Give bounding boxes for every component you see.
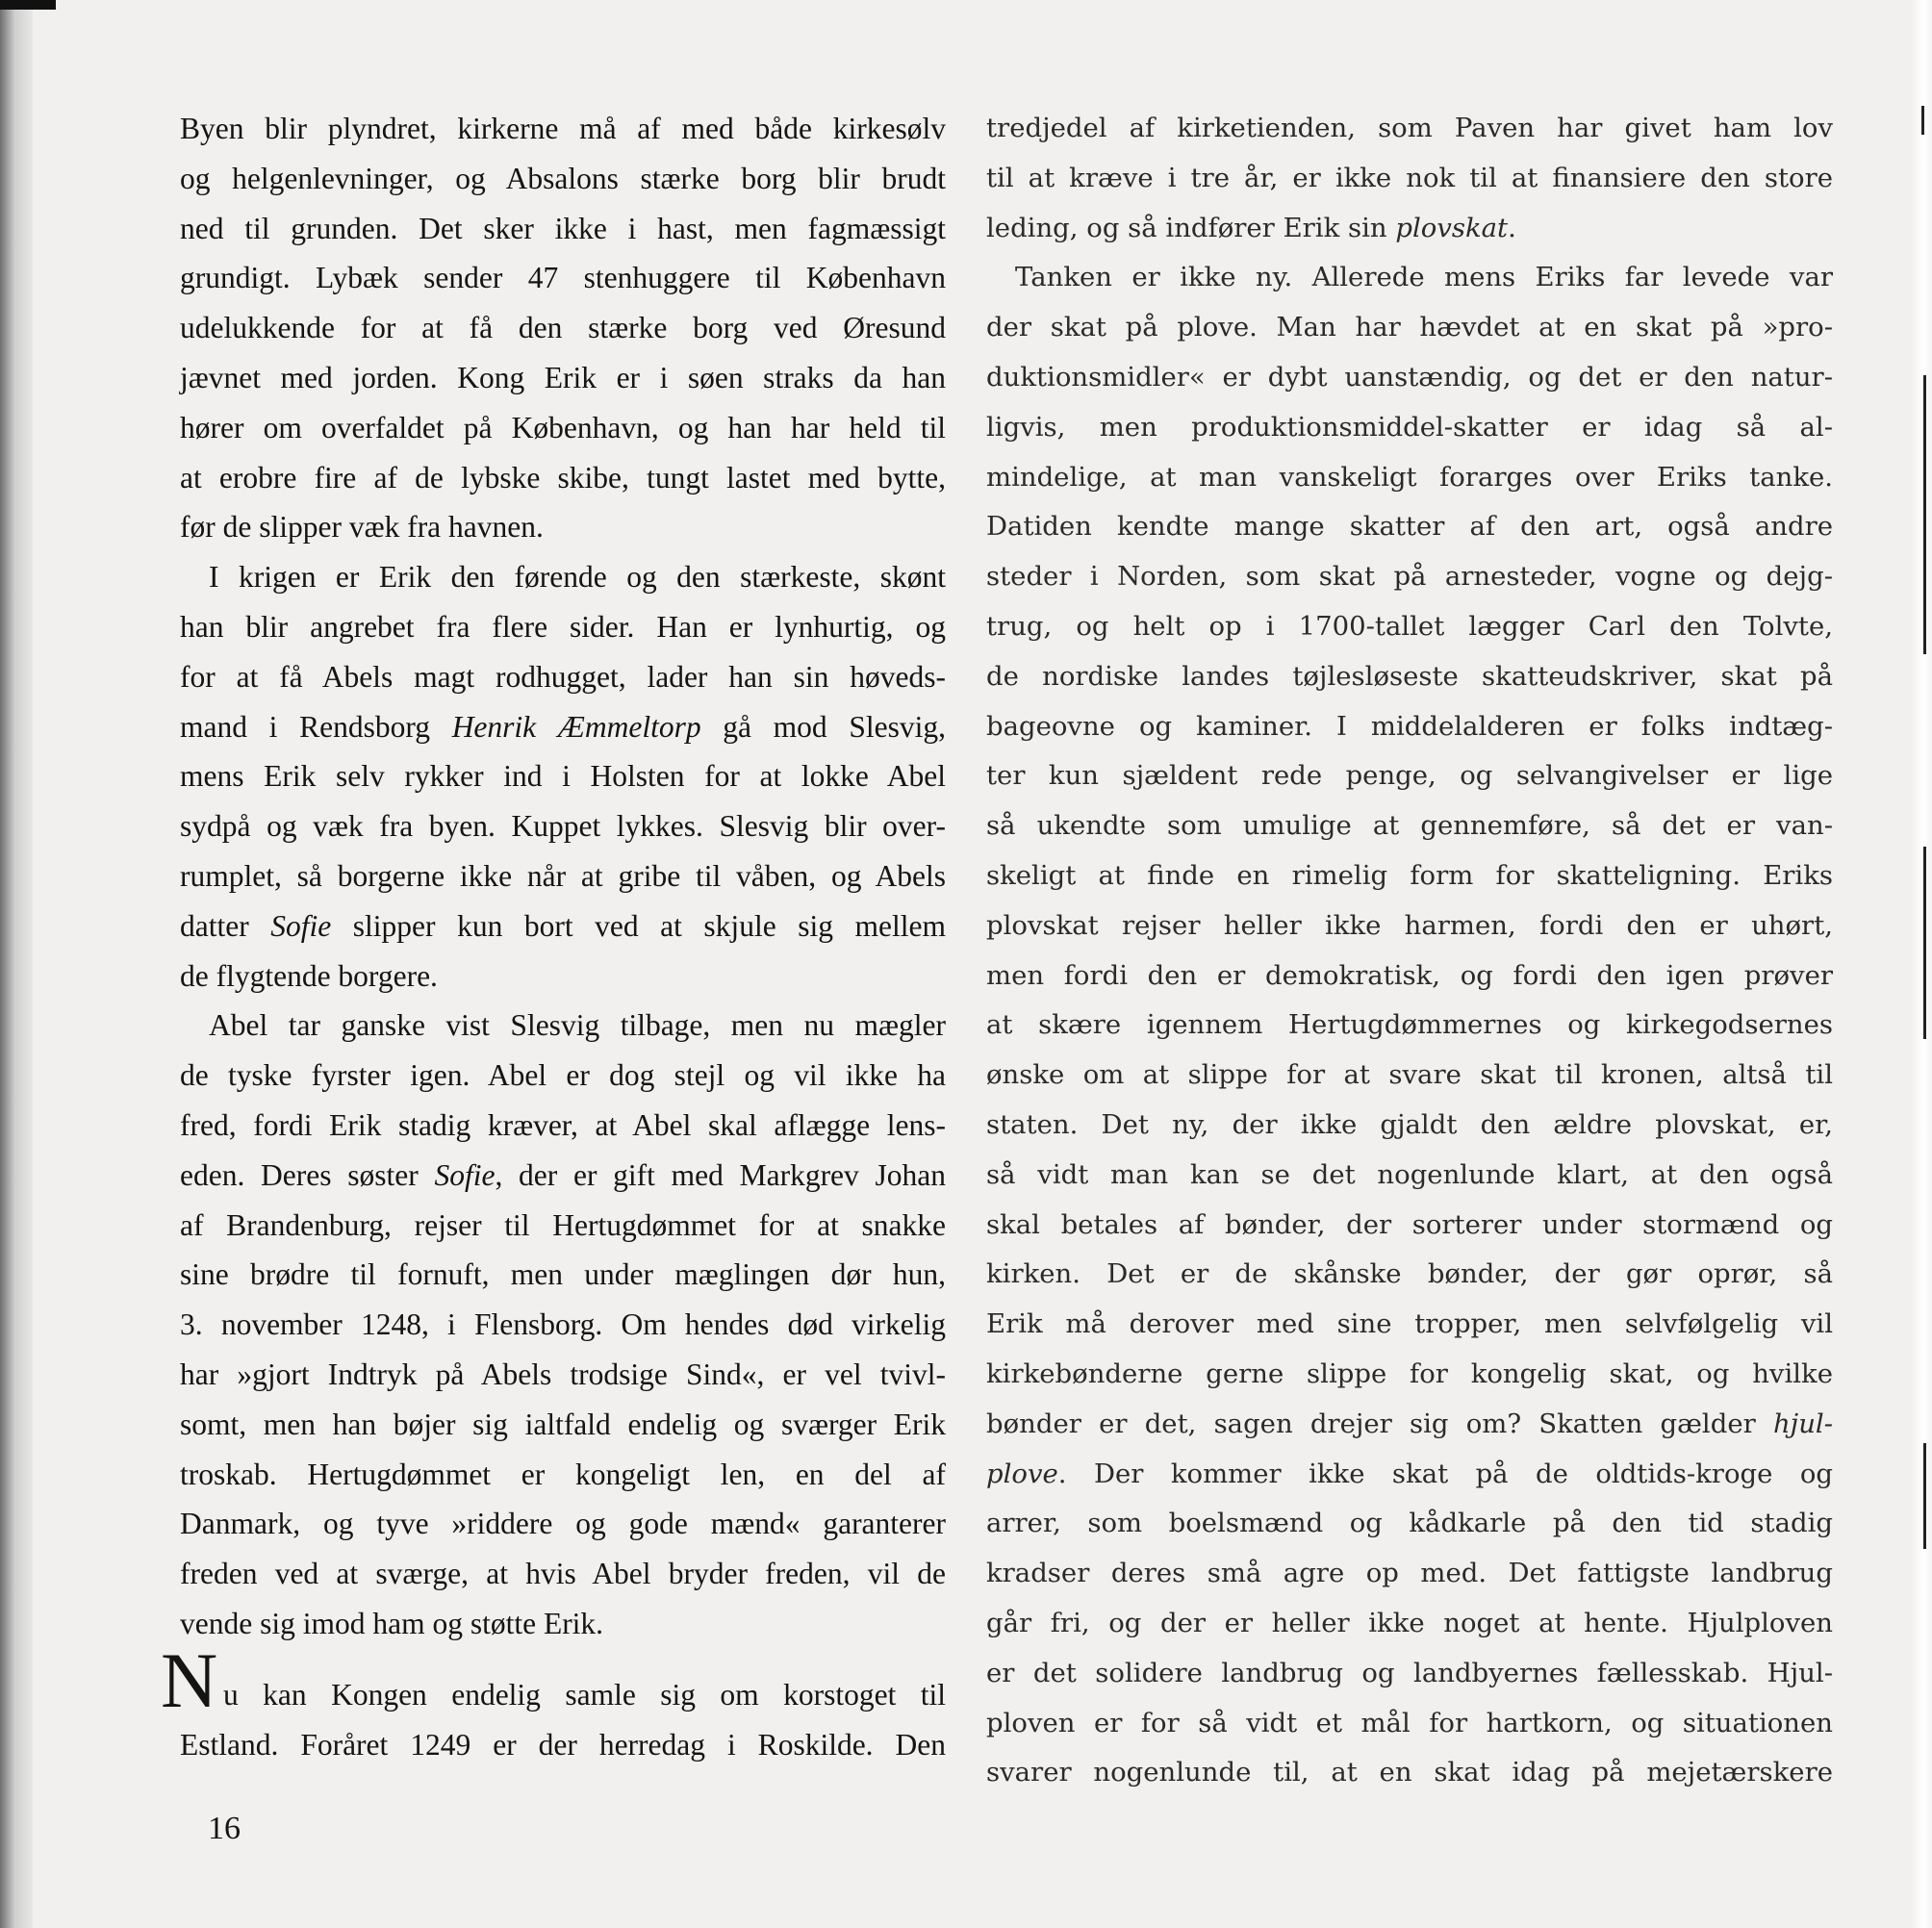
text-line: der skat på plove. Man har hævdet at en skat på »pro- <box>986 312 1833 343</box>
text-line: ploven er for så vidt et mål for hartkorn, og situationen <box>986 1707 1833 1738</box>
text-line: at erobre fire af de lybske skibe, tungt lastet med bytte, <box>180 460 946 495</box>
text-line: før de slipper væk fra havnen. <box>180 510 544 545</box>
text-line: tredjedel af kirketienden, som Paven har givet ham lov <box>986 113 1833 143</box>
text-line <box>180 901 946 951</box>
text-line: Danmark, og tyve »riddere og gode mænd« garanterer <box>180 1507 946 1541</box>
paragraph <box>180 1001 946 1648</box>
text-line: grundigt. Lybæk sender 47 stenhuggere til København <box>180 261 946 295</box>
term: plove <box>986 1458 1058 1489</box>
text-line: mens Erik selv rykker ind i Holsten for at lokke Abel <box>180 759 946 794</box>
right-column <box>986 104 1833 1798</box>
text-line: de tyske fyrster igen. Abel er dog stejl og vil ikke ha <box>180 1058 946 1093</box>
text-line: går fri, og der er heller ikke noget at hente. Hjulploven <box>986 1607 1833 1638</box>
text-line <box>986 204 1833 254</box>
text-line: ter kun sjældent rede penge, og selvangivelser er lige <box>986 760 1833 792</box>
text-line: Erik må derover med sine tropper, men selvfølgelig vil <box>986 1308 1833 1340</box>
text-line: 3. november 1248, i Flensborg. Om hendes død virkelig <box>180 1307 946 1342</box>
left-column <box>161 104 946 1769</box>
text-line: er det solidere landbrug og landbyernes fællesskab. Hjul- <box>986 1657 1833 1688</box>
text-line: ligvis, men produktionsmiddel-skatter er idag så al- <box>986 411 1833 443</box>
paragraph <box>986 104 1833 253</box>
text-line: kirken. Det er de skånske bønder, der gør oprør, så <box>986 1258 1833 1290</box>
text-line <box>986 1400 1833 1450</box>
text-line: han blir angrebet fra flere sider. Han er lynhurtig, og <box>180 609 946 644</box>
text-line: troskab. Hertugdømmet er kongeligt len, en del af <box>180 1457 946 1491</box>
text-line: for at få Abels magt rodhugget, lader han sin høveds- <box>180 659 946 694</box>
text-line: de nordiske landes tøjlesløseste skatteudskriver, skat på <box>986 660 1833 692</box>
text-line: hører om overfaldet på København, og han har held til <box>180 410 946 444</box>
term: plovskat <box>1395 212 1509 243</box>
paragraph <box>180 104 946 552</box>
text-line: freden ved at sværge, at hvis Abel bryder freden, vil de <box>180 1557 946 1591</box>
text-line: svarer nogenlunde til, at en skat idag på mejetærskere <box>986 1757 1833 1788</box>
text-line: udelukkende for at få den stærke borg ved Øresund <box>180 311 946 345</box>
page-edge <box>1911 0 1932 1928</box>
text-line: trug, og helt op i 1700-tallet lægger Carl den Tolvte, <box>986 610 1833 642</box>
edge-mark <box>1923 375 1926 654</box>
text-line: og helgenlevninger, og Absalons stærke borg blir brudt <box>180 161 946 195</box>
text-line: Estland. Foråret 1249 er der herredag i Roskilde. Den <box>180 1727 946 1762</box>
text-segment: mand i Rendsborg <box>180 709 452 744</box>
edge-mark <box>1923 1443 1926 1549</box>
text-line: staten. Det ny, der ikke gjaldt den ældre plovskat, er, <box>986 1108 1833 1140</box>
text-line <box>180 1151 946 1201</box>
text-line: Datiden kendte mange skatter af den art, også andre <box>986 511 1833 543</box>
text-line: kirkebønderne gerne slippe for kongelig skat, og hvilke <box>986 1357 1833 1389</box>
text-segment: datter <box>180 908 271 943</box>
text-line: jævnet med jorden. Kong Erik er i søen straks da han <box>180 360 946 394</box>
person-name: Sofie <box>270 908 332 943</box>
text-line: ned til grunden. Det sker ikke i hast, men fagmæssigt <box>180 211 946 245</box>
text-line: u kan Kongen endelig samle sig om korstoget til <box>223 1677 946 1712</box>
text-line: sine brødre til fornuft, men under mæglingen dør hun, <box>180 1257 946 1292</box>
text-line: steder i Norden, som skat på arnesteder, vogne og dejg- <box>986 561 1833 593</box>
text-line: Abel tar ganske vist Slesvig tilbage, men nu mægler <box>209 1008 946 1043</box>
paragraph <box>986 253 1833 1798</box>
text-line: de flygtende borgere. <box>180 958 438 993</box>
text-line: til at kræve i tre år, er ikke nok til at finansiere den store <box>986 162 1833 193</box>
text-line: bageovne og kaminer. I middelalderen er folks indtæg- <box>986 710 1833 742</box>
text-line: at skære igennem Hertugdømmernes og kirkegodsernes <box>986 1009 1833 1041</box>
text-segment: bønder er det, sagen drejer sig om? Skatten gælder <box>986 1408 1773 1439</box>
text-line: men fordi den er demokratisk, og fordi den igen prøver <box>986 959 1833 991</box>
paragraph-dropcap <box>161 1636 946 1770</box>
text-line: vende sig imod ham og støtte Erik. <box>180 1606 604 1640</box>
text-line: ønske om at slippe for at svare skat til kronen, altså til <box>986 1059 1833 1091</box>
text-line: somt, men han bøjer sig ialtfald endelig og sværger Erik <box>180 1407 946 1441</box>
text-line: rumplet, så borgerne ikke når at gribe til våben, og Abels <box>180 858 946 893</box>
text-segment: . <box>1508 212 1516 243</box>
text-line: I krigen er Erik den førende og den stærkeste, skønt <box>209 560 946 595</box>
text-segment: gå mod Slesvig, <box>700 709 946 744</box>
edge-mark <box>1923 847 1926 1039</box>
corner-mark <box>0 0 56 10</box>
page-number: 16 <box>208 1811 241 1846</box>
text-line: af Brandenburg, rejser til Hertugdømmet for at snakke <box>180 1207 946 1242</box>
text-line: så vidt man kan se det nogenlunde klart, at den også <box>986 1158 1833 1190</box>
text-line: kradser deres små agre op med. Det fattigste landbrug <box>986 1558 1833 1589</box>
spine-shadow <box>0 0 33 1928</box>
text-segment: eden. Deres søster <box>180 1157 435 1192</box>
text-line: arrer, som boelsmænd og kådkarle på den tid stadig <box>986 1508 1833 1539</box>
text-line: mindelige, at man vanskeligt forarges over Eriks tanke. <box>986 461 1833 493</box>
text-segment: , der er gift med Markgrev Johan <box>495 1157 946 1192</box>
text-segment: . Der kommer ikke skat på de oldtids-kroge og <box>1057 1458 1833 1489</box>
text-line: fred, fordi Erik stadig kræver, at Abel skal aflægge lens- <box>180 1107 946 1142</box>
paragraph <box>180 552 946 1001</box>
text-line: duktionsmidler« er dybt uanstændig, og det er den natur- <box>986 361 1833 393</box>
person-name: Sofie <box>434 1157 496 1192</box>
text-line: skal betales af bønder, der sorterer under stormænd og <box>986 1208 1833 1240</box>
drop-cap: N <box>161 1636 218 1724</box>
text-line <box>986 1450 1833 1500</box>
text-line: plovskat rejser heller ikke harmen, fordi den er uhørt, <box>986 909 1833 941</box>
text-line <box>180 702 946 752</box>
text-line: så ukendte som umulige at gennemføre, så det er van- <box>986 810 1833 842</box>
text-line: sydpå og væk fra byen. Kuppet lykkes. Slesvig blir over- <box>180 809 946 844</box>
text-segment: leding, og så indfører Erik sin <box>986 212 1396 243</box>
person-name: Henrik Æmmeltorp <box>451 709 701 744</box>
text-line: har »gjort Indtryk på Abels trodsige Sind«, er vel tvivl- <box>180 1357 946 1391</box>
term: hjul- <box>1772 1408 1833 1439</box>
text-segment: slipper kun bort ved at skjule sig mellem <box>331 908 946 943</box>
text-line: Byen blir plyndret, kirkerne må af med både kirkesølv <box>180 112 946 145</box>
text-line: skeligt at finde en rimelig form for skatteligning. Eriks <box>986 859 1833 891</box>
edge-mark <box>1921 106 1924 135</box>
text-line: Tanken er ikke ny. Allerede mens Eriks far levede var <box>1015 262 1833 293</box>
